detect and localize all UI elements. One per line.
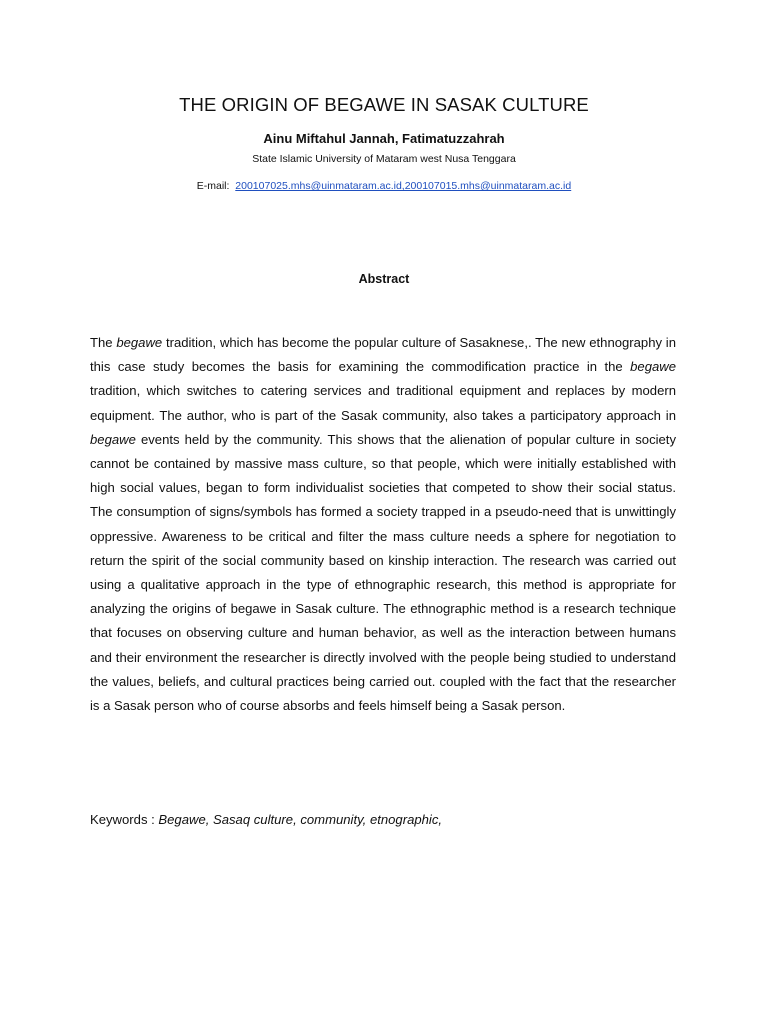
email-line (0, 180, 768, 192)
abstract-text: tradition, which switches to catering services and traditional equipment and replaces by modern equipment. The author, who is part of the Sasak community, also takes a participatory approach in (90, 383, 676, 423)
affiliation: State Islamic University of Mataram west Nusa Tenggara (252, 153, 516, 165)
keywords-label: Keywords : (90, 812, 159, 827)
abstract-text: tradition, which has become the popular culture of Sasaknese,. The new ethnography in this case study becomes the basis for examining the commodification practice in the (90, 335, 676, 375)
abstract-italic-term: begawe (630, 359, 676, 375)
keywords-list: Begawe, Sasaq culture, community, etnographic, (158, 812, 443, 827)
email-link[interactable]: 200107025.mhs@uinmataram.ac.id,200107015.mhs@uinmataram.ac.id (235, 180, 572, 192)
author-names: Ainu Miftahul Jannah, Fatimatuzzahrah (263, 131, 505, 146)
abstract-text: The (90, 335, 117, 350)
keywords-line (90, 812, 442, 827)
abstract-italic-term: begawe (116, 335, 163, 350)
email-label: E-mail: (196, 180, 230, 192)
paper-title: THE ORIGIN OF BEGAWE IN SASAK CULTURE (179, 94, 589, 115)
abstract-body (90, 331, 676, 718)
abstract-text: events held by the community. This shows that the alienation of popular culture in society cannot be contained by massive mass culture, so that people, which were initially established with high social values, began to form individualist societies that competed to show their social status. The consumption of signs/symbols has formed a society trapped in a pseudo-need that is unwittingly oppressive. Awareness to be critical and filter the mass culture needs a sphere for negotiation to return the spirit of the social community based on kinship interaction. The research was carried out using a qualitative approach in the type of ethnographic research, this method is appropriate for analyzing the origins of begawe in Sasak culture. The ethnographic method is a research technique that focuses on observing culture and human behavior, as well as the interaction between humans and their environment the researcher is directly involved with the people being studied to understand the values, beliefs, and cultural practices being carried out. coupled with the fact that the researcher is a Sasak person who of course absorbs and feels himself being a Sasak person. (90, 431, 676, 714)
abstract-italic-term: begawe (90, 431, 136, 447)
abstract-heading: Abstract (358, 272, 410, 286)
